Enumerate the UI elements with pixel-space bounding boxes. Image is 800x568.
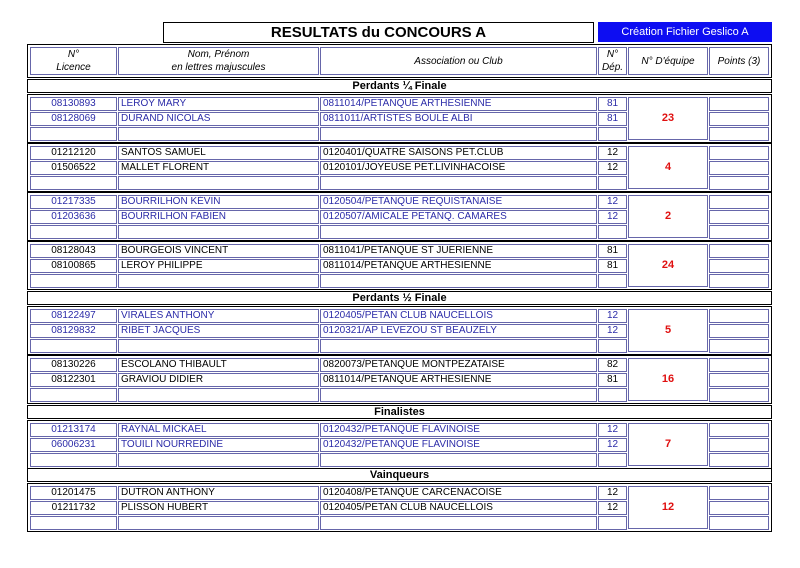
empty-cell [320,339,597,353]
header-dep [598,47,627,75]
empty-cell [118,274,319,288]
player-name: BOURRILHON FABIEN [118,210,319,224]
points-cell [709,501,769,515]
player-licence: 01211732 [30,501,117,515]
player-licence: 01212120 [30,146,117,160]
player-club: 0120405/PETAN CLUB NAUCELLOIS [320,309,597,323]
empty-cell [118,225,319,239]
empty-cell [598,176,627,190]
empty-cell [320,388,597,402]
points-cell [709,453,769,467]
player-licence: 08130893 [30,97,117,111]
team-group [27,241,772,290]
empty-cell [598,274,627,288]
points-cell [709,112,769,126]
player-dep: 12 [598,486,627,500]
empty-cell [118,339,319,353]
points-cell [709,373,769,387]
header-dep-line1: N° [606,49,619,60]
team-number: 16 [628,358,708,401]
player-name: SANTOS SAMUEL [118,146,319,160]
player-licence: 08122301 [30,373,117,387]
player-licence: 08128069 [30,112,117,126]
points-cell [709,358,769,372]
player-name: LEROY PHILIPPE [118,259,319,273]
header-licence-line2: Licence [56,62,91,73]
player-dep: 12 [598,423,627,437]
player-licence: 08129832 [30,324,117,338]
team-number: 23 [628,97,708,140]
header-points [709,47,769,75]
player-licence: 06006231 [30,438,117,452]
team-number: 24 [628,244,708,287]
player-dep: 81 [598,97,627,111]
player-licence: 08122497 [30,309,117,323]
empty-cell [320,516,597,530]
empty-cell [320,453,597,467]
header-club [320,47,597,75]
empty-cell [30,225,117,239]
empty-cell [30,388,117,402]
points-cell [709,195,769,209]
player-name: BOURGEOIS VINCENT [118,244,319,258]
player-club: 0120432/PETANQUE FLAVINOISE [320,438,597,452]
player-licence: 01213174 [30,423,117,437]
team-number: 12 [628,486,708,529]
header-equipe-label: N° D'équipe [641,55,695,67]
empty-cell [598,225,627,239]
player-club: 0811014/PETANQUE ARTHESIENNE [320,259,597,273]
player-licence: 08130226 [30,358,117,372]
team-number: 2 [628,195,708,238]
points-cell [709,309,769,323]
team-group [27,306,772,355]
player-dep: 12 [598,146,627,160]
empty-cell [598,388,627,402]
points-cell [709,97,769,111]
player-dep: 12 [598,501,627,515]
player-name: DURAND NICOLAS [118,112,319,126]
empty-cell [30,339,117,353]
header-nom-line1: Nom, Prénom [187,49,250,60]
team-group [27,94,772,143]
header-dep-line2: Dép. [601,62,624,73]
player-club: 0120101/JOYEUSE PET.LIVINHACOISE [320,161,597,175]
player-licence: 01201475 [30,486,117,500]
player-club: 0120408/PETANQUE CARCENACOISE [320,486,597,500]
player-dep: 12 [598,324,627,338]
player-dep: 12 [598,309,627,323]
header-points-label: Points (3) [717,55,761,67]
team-group [27,420,772,469]
player-dep: 12 [598,161,627,175]
player-licence: 08100865 [30,259,117,273]
empty-cell [30,176,117,190]
team-number: 5 [628,309,708,352]
empty-cell [118,176,319,190]
header-nom [118,47,319,75]
player-name: PLISSON HUBERT [118,501,319,515]
player-club: 0811011/ARTISTES BOULE ALBI [320,112,597,126]
empty-cell [598,453,627,467]
empty-cell [320,176,597,190]
points-cell [709,127,769,141]
player-club: 0820073/PETANQUE MONTPEZATAISE [320,358,597,372]
points-cell [709,339,769,353]
section-title: Finalistes [27,405,772,419]
empty-cell [320,225,597,239]
player-name: BOURRILHON KÉVIN [118,195,319,209]
header-nom-line2: en lettres majuscules [171,62,266,73]
player-club: 0120405/PETAN CLUB NAUCELLOIS [320,501,597,515]
player-dep: 81 [598,112,627,126]
empty-cell [118,127,319,141]
player-club: 0811041/PETANQUE ST JUERIENNE [320,244,597,258]
empty-cell [598,127,627,141]
player-name: DUTRON ANTHONY [118,486,319,500]
player-dep: 81 [598,373,627,387]
points-cell [709,244,769,258]
empty-cell [30,516,117,530]
empty-cell [320,127,597,141]
player-dep: 81 [598,259,627,273]
empty-cell [30,274,117,288]
player-name: MALLET FLORENT [118,161,319,175]
player-club: 0120401/QUATRE SAISONS PET.CLUB [320,146,597,160]
player-dep: 12 [598,195,627,209]
team-group [27,143,772,192]
empty-cell [320,274,597,288]
player-club: 0120432/PETANQUE FLAVINOISE [320,423,597,437]
player-club: 0811014/PETANQUE ARTHESIENNE [320,97,597,111]
player-licence: 08128043 [30,244,117,258]
team-group [27,192,772,241]
player-name: GRAVIOU DIDIER [118,373,319,387]
player-name: TOUILI NOURREDINE [118,438,319,452]
header-licence-line1: N° [67,49,80,60]
team-group [27,355,772,404]
geslico-badge: Création Fichier Geslico A [598,22,772,42]
points-cell [709,274,769,288]
points-cell [709,210,769,224]
player-name: LEROY MARY [118,97,319,111]
points-cell [709,423,769,437]
section-title: Perdants ¼ Finale [27,79,772,93]
points-cell [709,486,769,500]
player-licence: 01506522 [30,161,117,175]
points-cell [709,225,769,239]
player-name: RIBET JACQUES [118,324,319,338]
page-title: RESULTATS du CONCOURS A [163,22,594,43]
empty-cell [30,127,117,141]
header-equipe [628,47,708,75]
empty-cell [118,453,319,467]
player-licence: 01203636 [30,210,117,224]
player-club: 0120321/AP LEVEZOU ST BEAUZELY [320,324,597,338]
player-name: ESCOLANO THIBAULT [118,358,319,372]
points-cell [709,516,769,530]
team-number: 4 [628,146,708,189]
team-number: 7 [628,423,708,466]
section-title: Vainqueurs [27,468,772,482]
empty-cell [30,453,117,467]
player-dep: 12 [598,438,627,452]
player-dep: 12 [598,210,627,224]
player-club: 0811014/PETANQUE ARTHESIENNE [320,373,597,387]
column-header-row [27,44,772,78]
points-cell [709,146,769,160]
player-dep: 82 [598,358,627,372]
points-cell [709,438,769,452]
points-cell [709,324,769,338]
player-club: 0120507/AMICALE PETANQ. CAMARES [320,210,597,224]
player-club: 0120504/PETANQUE REQUISTANAISE [320,195,597,209]
player-licence: 01217335 [30,195,117,209]
points-cell [709,176,769,190]
header-licence [30,47,117,75]
empty-cell [118,388,319,402]
points-cell [709,388,769,402]
header-club-label: Association ou Club [414,55,503,67]
player-name: RAYNAL MICKAEL [118,423,319,437]
points-cell [709,259,769,273]
team-group [27,483,772,532]
empty-cell [598,339,627,353]
empty-cell [598,516,627,530]
player-name: VIRALES ANTHONY [118,309,319,323]
section-title: Perdants ½ Finale [27,291,772,305]
player-dep: 81 [598,244,627,258]
empty-cell [118,516,319,530]
points-cell [709,161,769,175]
